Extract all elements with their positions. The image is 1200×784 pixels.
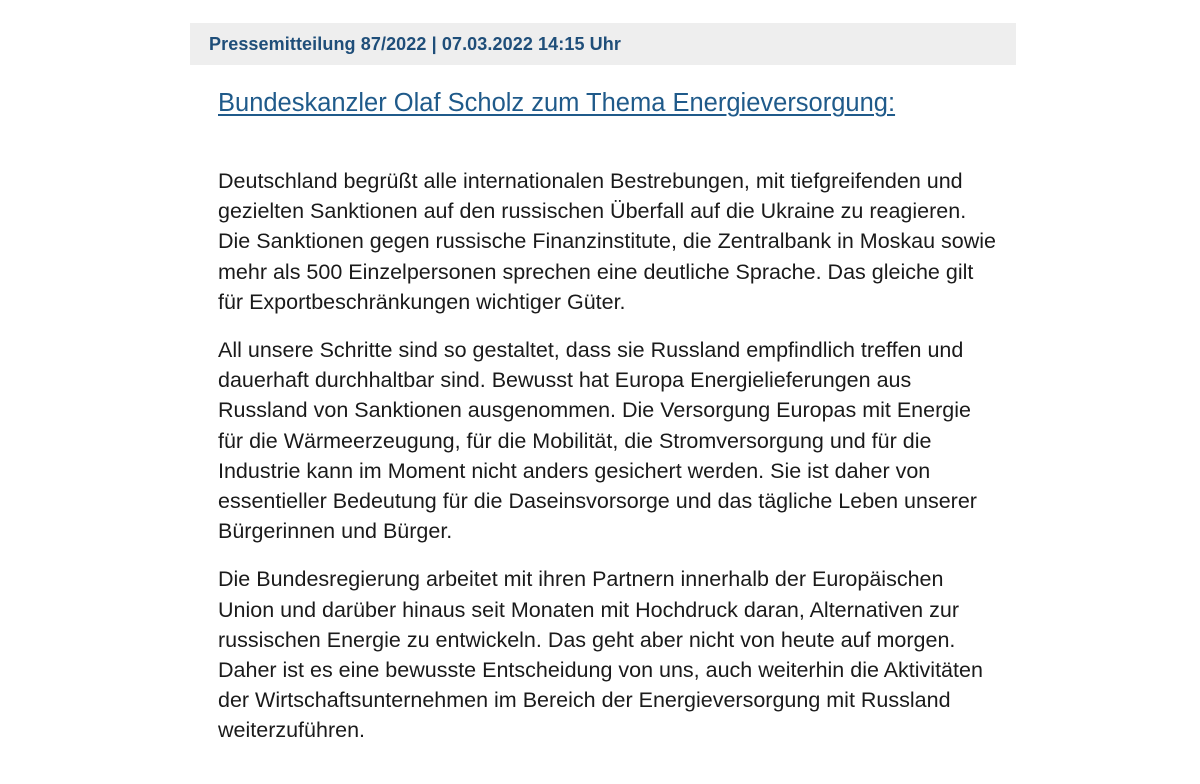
paragraph-3: Die Bundesregierung arbeitet mit ihren Partnern innerhalb der Europäischen Union und darüber hinaus seit Monaten mit Hochdruck daran, Alternativen zur russischen Energie zu entwickeln. Das geht aber nicht von heute auf morgen. Daher ist es eine bewusste Entscheidung von uns, auch weiterhin die Aktivitäten der Wirtschaftsunternehmen im Bereich der Energieversorgung mit Russland weiterzuführen. <box>218 567 983 743</box>
press-release-meta: Pressemitteilung 87/2022 | 07.03.2022 14:15 Uhr <box>209 33 621 54</box>
paragraph-2: All unsere Schritte sind so gestaltet, dass sie Russland empfindlich treffen und dauerhaft durchhaltbar sind. Bewusst hat Europa Energielieferungen aus Russland von Sanktionen ausgenommen. Die Versorgung Europas mit Energie für die Wärmeerzeugung, für die Mobilität, die Stromversorgung und für die Industrie kann im Moment nicht anders gesichert werden. Sie ist daher von essentieller Bedeutung für die Daseinsvorsorge und das tägliche Leben unserer Bürgerinnen und Bürger. <box>218 338 977 544</box>
article-body <box>218 166 998 746</box>
paragraph-1: Deutschland begrüßt alle internationalen Bestrebungen, mit tiefgreifenden und gezielten Sanktionen auf den russischen Überfall auf die Ukraine zu reagieren. Die Sanktionen gegen russische Finanzinstitute, die Zentralbank in Moskau sowie mehr als 500 Einzelpersonen sprechen eine deutliche Sprache. Das gleiche gilt für Exportbeschränkungen wichtiger Güter. <box>218 169 997 314</box>
headline-link[interactable]: Bundeskanzler Olaf Scholz zum Thema Energieversorgung: <box>218 89 896 117</box>
press-release-meta-bar <box>190 23 1016 65</box>
press-release <box>190 23 1016 764</box>
